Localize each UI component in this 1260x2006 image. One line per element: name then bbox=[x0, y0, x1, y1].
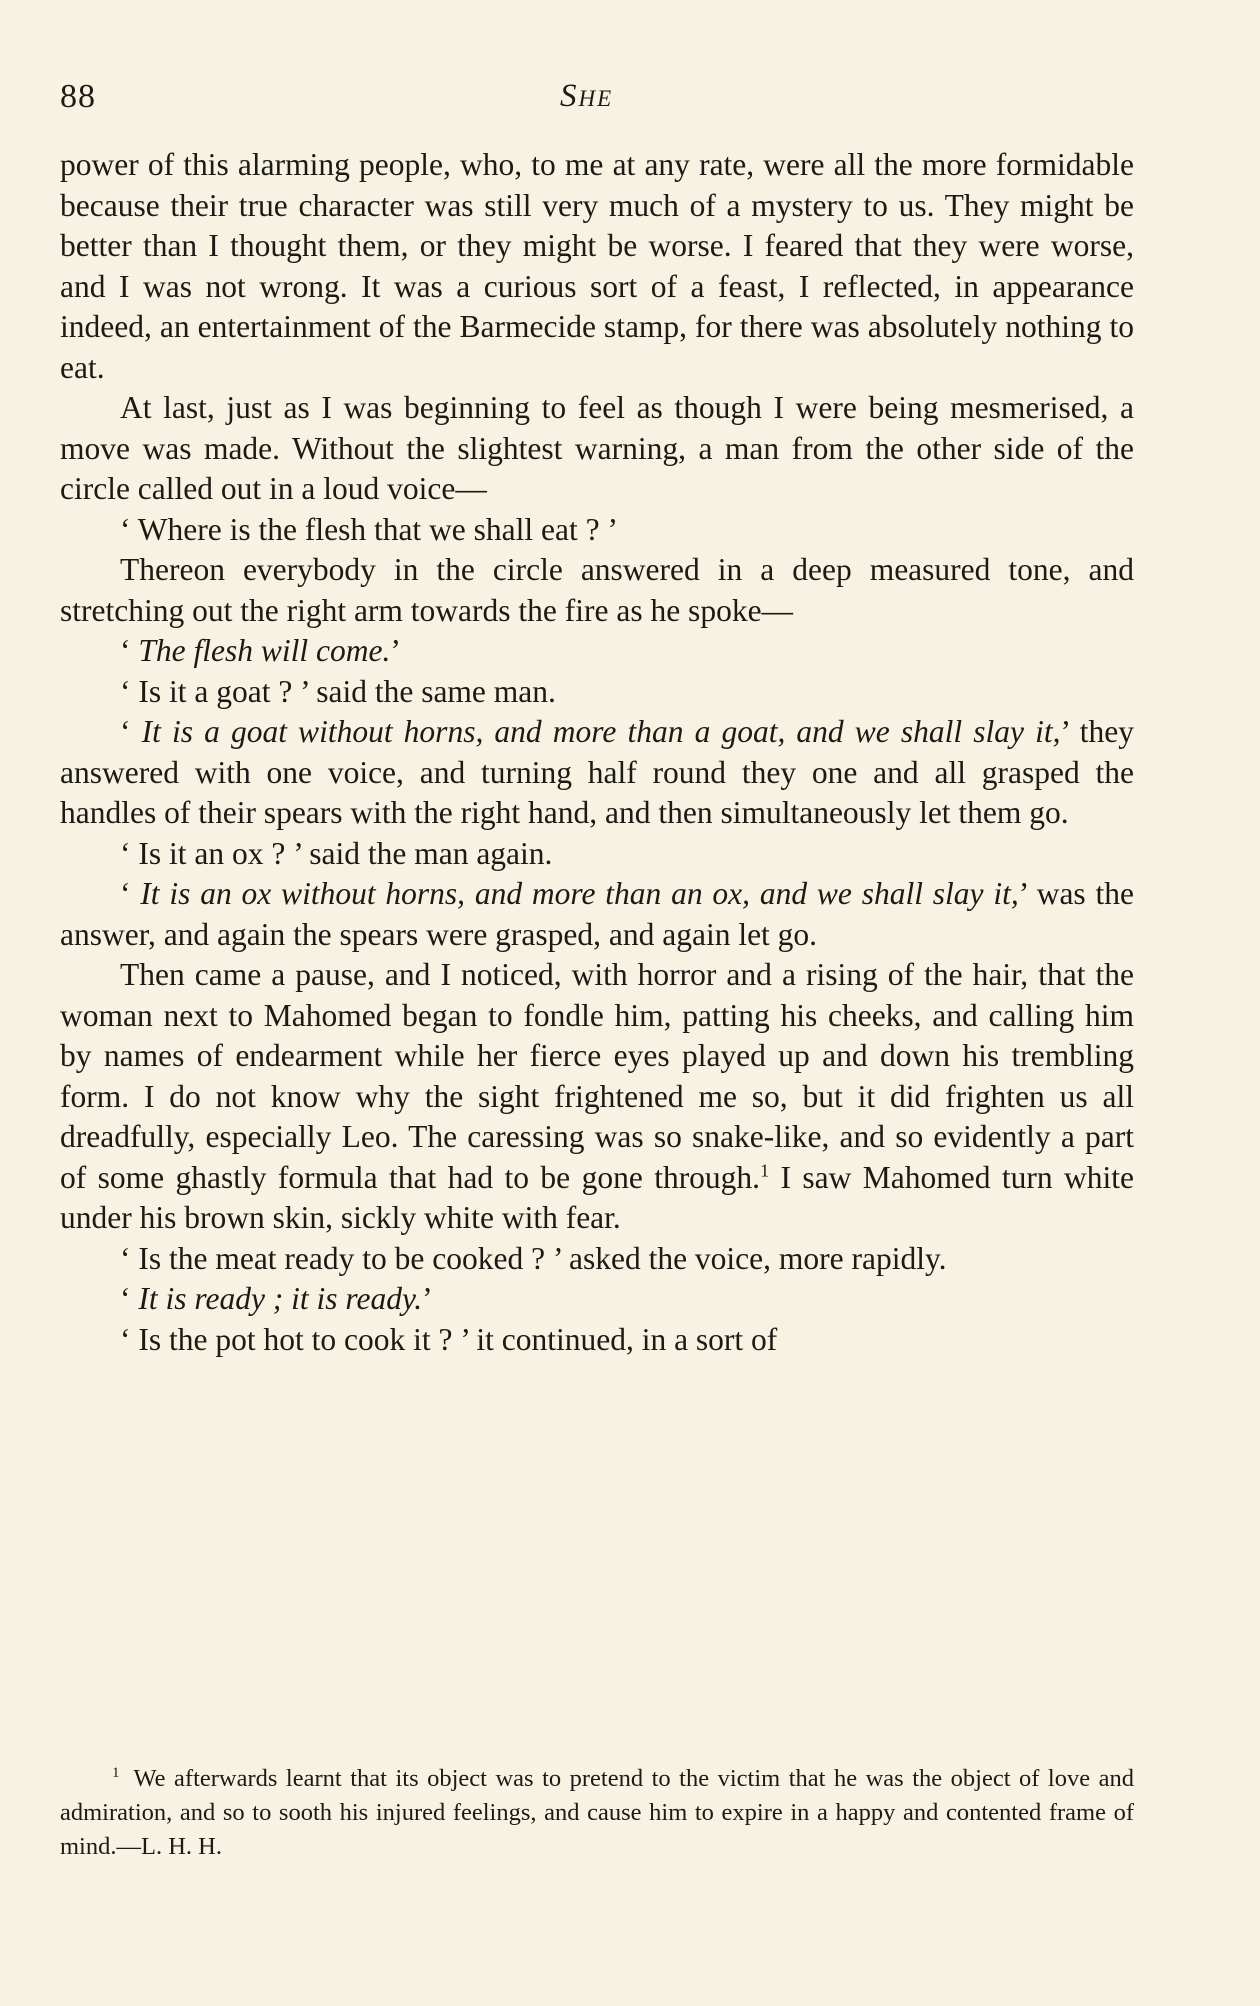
text-run: At last, just as I was beginning to feel as though I were being mesmerised, a move was made. Without the slightest warning, a man from the other side of the circle called out in a loud voice— bbox=[60, 390, 1134, 506]
text-run: Then came a pause, and I noticed, with horror and a rising of the hair, that the woman next to Mahomed began to fondle him, patting his cheeks, and calling him by names of endearment while her fierce eyes played up and down his trembling form. I do not know why the sight frightened me so, but it did frighten us all dreadfully, especially Leo. The caressing was so snake-like, and so evidently a part of some ghastly formula that had to be gone through. bbox=[60, 957, 1134, 1195]
paragraph bbox=[60, 1239, 1134, 1280]
text-run: power of this alarming people, who, to me at any rate, were all the more formidable because their true character was still very much of a mystery to us. They might be better than I thought them, or they might be worse. I feared that they were worse, and I was not wrong. It was a curious sort of a feast, I reflected, in appearance indeed, an entertainment of the Barmecide stamp, for there was absolutely nothing to eat. bbox=[60, 147, 1134, 385]
italic-text: It is ready ; it is ready. bbox=[138, 1281, 423, 1316]
paragraph bbox=[60, 955, 1134, 1239]
paragraph bbox=[60, 631, 1134, 672]
text-run: ‘ Is the pot hot to cook it ? ’ it continued, in a sort of bbox=[120, 1321, 778, 1357]
text-run: ‘ bbox=[120, 633, 139, 668]
text-run: ’ was the answer, and again the spears were grasped, and again let go. bbox=[60, 876, 1134, 952]
text-run: ‘ Where is the flesh that we shall eat ? ’ bbox=[120, 511, 618, 547]
text-run: ’ bbox=[390, 633, 401, 668]
text-run: ‘ bbox=[120, 1281, 139, 1316]
paragraph bbox=[60, 1320, 1134, 1361]
text-run: ‘ bbox=[120, 876, 141, 911]
text-run: ‘ Is the meat ready to be cooked ? ’ asked the voice, more rapidly. bbox=[120, 1240, 947, 1276]
page-header bbox=[60, 78, 1134, 128]
footnote-reference: 1 bbox=[760, 1160, 770, 1180]
footnote-text: We afterwards learnt that its object was to pretend to the victim that he was the object of love and admiration, and so to sooth his injured feelings, and cause him to expire in a happy and contented frame of mind.—L. H. H. bbox=[60, 1765, 1134, 1860]
paragraph bbox=[60, 1279, 1134, 1320]
footnotes bbox=[60, 1762, 1134, 1864]
page-number: 88 bbox=[60, 78, 96, 115]
paragraph bbox=[60, 388, 1134, 510]
paragraph bbox=[60, 672, 1134, 713]
footnote bbox=[60, 1762, 1134, 1864]
paragraph bbox=[60, 510, 1134, 551]
paragraph bbox=[60, 145, 1134, 388]
text-run: ‘ bbox=[120, 714, 142, 749]
italic-text: It is an ox without horns, and more than an ox, and we shall slay it, bbox=[140, 876, 1019, 911]
text-run: ‘ Is it an ox ? ’ said the man again. bbox=[120, 835, 553, 871]
body-text bbox=[60, 145, 1134, 1360]
text-run: Thereon everybody in the circle answered in a deep measured tone, and stretching out the right arm towards the fire as he spoke— bbox=[60, 552, 1134, 628]
paragraph bbox=[60, 874, 1134, 955]
text-run: ’ they answered with one voice, and turning half round they one and all grasped the handles of their spears with the right hand, and then simultaneously let them go. bbox=[60, 714, 1134, 830]
text-run: ’ bbox=[422, 1281, 433, 1316]
text-run: I saw Mahomed turn white under his brown skin, sickly white with fear. bbox=[60, 1159, 1134, 1235]
running-head: She bbox=[560, 78, 614, 114]
paragraph bbox=[60, 712, 1134, 834]
paragraph bbox=[60, 834, 1134, 875]
footnote-mark: 1 bbox=[112, 1764, 120, 1781]
italic-text: The flesh will come. bbox=[138, 633, 391, 668]
italic-text: It is a goat without horns, and more than a goat, and we shall slay it, bbox=[141, 714, 1061, 749]
paragraph bbox=[60, 550, 1134, 631]
text-run: ‘ Is it a goat ? ’ said the same man. bbox=[120, 673, 556, 709]
